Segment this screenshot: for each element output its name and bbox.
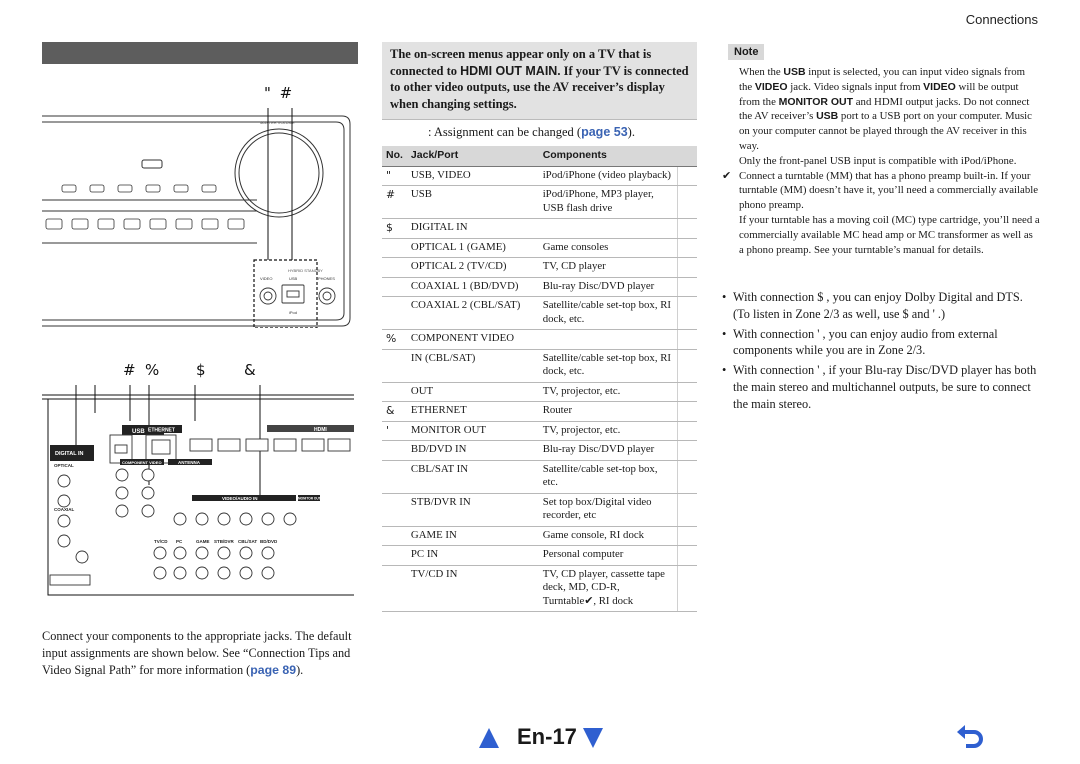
note-text: input is selected, you can input video signals from the: [739, 66, 1026, 93]
table-pad-cell: [677, 219, 697, 239]
rear-cblsat-label: CBL/SAT: [238, 539, 258, 544]
jack-port-cell: PC IN: [407, 546, 539, 566]
rear-video-audio-in-label: VIDEO/AUDIO IN: [222, 496, 258, 501]
rear-callout-2: %: [145, 361, 162, 379]
callout-hdmi: HDMI OUT MAIN: [460, 63, 558, 78]
row-number: [382, 526, 407, 546]
note-badge: Note: [728, 44, 764, 60]
rear-stbdvr-label: STB/DVR: [214, 539, 234, 544]
hybrid-standby-label: HYBRID STANDBY: [288, 268, 323, 273]
jack-port-cell: COAXIAL 1 (BD/DVD): [407, 277, 539, 297]
note-text: When the: [739, 66, 784, 78]
components-cell: iPod/iPhone, MP3 player, USB flash drive: [539, 186, 678, 219]
return-icon[interactable]: [956, 722, 984, 750]
jack-assignment-table: [382, 146, 697, 612]
jack-port-cell: STB/DVR IN: [407, 493, 539, 526]
front-usb-label: USB: [289, 276, 298, 281]
note-mc-cartridge: If your turntable has a moving coil (MC) type cartridge, you’ll need a commercially available MC head amp or MC transformer as well as a phono preamp. See your turntable’s manual for details.: [739, 213, 1040, 256]
front-panel-diagram: [42, 108, 352, 328]
table-row: [382, 258, 697, 278]
note-text: will be output from the: [739, 80, 1019, 108]
jack-port-cell: DIGITAL IN: [407, 219, 539, 239]
note-turntable: [722, 169, 1040, 213]
row-number: [382, 565, 407, 612]
table-pad-cell: [677, 526, 697, 546]
note-ipod-compat: Only the front-panel USB input is compatible with iPod/iPhone.: [739, 154, 1017, 167]
next-page-arrow-icon[interactable]: [582, 727, 604, 749]
front-panel-callouts: " #: [264, 84, 295, 102]
table-row: [382, 297, 697, 330]
assignment-text: : Assignment can be changed (: [428, 125, 582, 139]
col-no-header: No.: [382, 146, 407, 166]
table-pad-cell: [677, 546, 697, 566]
table-pad-cell: [677, 297, 697, 330]
row-number: [382, 349, 407, 382]
table-row: [382, 349, 697, 382]
row-number: %: [382, 330, 407, 350]
table-pad-cell: [677, 402, 697, 422]
table-header-row: [382, 146, 697, 166]
page-number: En-17: [517, 724, 577, 749]
intro-tail: ).: [296, 663, 304, 677]
components-cell: iPod/iPhone (video playback): [539, 166, 678, 186]
rear-tvcd-label: TV/CD: [154, 539, 168, 544]
components-cell: [539, 219, 678, 239]
bullet-item: • With connection ' , if your Blu-ray Disc/DVD player has both the main stereo and multichannel outputs, be sure to connect the main stereo.: [722, 363, 1037, 411]
bullet-text: With connection ' , if your Blu-ray Disc/DVD player has both the main stereo and multichannel outputs, be sure to connect the main stereo.: [733, 363, 1037, 411]
assignment-page-link[interactable]: page 53: [581, 125, 628, 139]
table-row: [382, 238, 697, 258]
table-row: [382, 186, 697, 219]
checkmark-icon: ✔: [722, 168, 732, 182]
table-pad-cell: [677, 277, 697, 297]
row-number: $: [382, 219, 407, 239]
note-text: and HDMI output jacks. Do not connect the AV receiver’s: [739, 95, 1030, 123]
table-pad-cell: [677, 382, 697, 402]
row-number: &: [382, 402, 407, 422]
jack-port-cell: COAXIAL 2 (CBL/SAT): [407, 297, 539, 330]
row-number: ': [382, 421, 407, 441]
front-video-label: VIDEO: [260, 276, 273, 281]
table-pad-cell: [677, 441, 697, 461]
components-cell: Satellite/cable set-top box, RI dock, etc.: [539, 297, 678, 330]
rear-callout-4: &: [244, 361, 258, 379]
components-cell: Router: [539, 402, 678, 422]
table-row: [382, 460, 697, 493]
table-row: [382, 219, 697, 239]
jack-port-cell: USB: [407, 186, 539, 219]
row-number: [382, 277, 407, 297]
intro-page-link[interactable]: page 89: [250, 663, 297, 677]
components-cell: TV, CD player: [539, 258, 678, 278]
table-pad-cell: [677, 166, 697, 186]
table-pad-cell: [677, 493, 697, 526]
note-video: VIDEO: [754, 80, 788, 93]
rear-antenna-label: ANTENNA: [178, 460, 200, 465]
table-pad-cell: [677, 460, 697, 493]
jack-port-cell: OPTICAL 2 (TV/CD): [407, 258, 539, 278]
rear-panel-diagram: [42, 385, 354, 601]
note-usb-video: [722, 65, 1040, 154]
components-cell: Blu-ray Disc/DVD player: [539, 441, 678, 461]
section-title: Connections: [965, 12, 1038, 27]
table-pad-cell: [677, 565, 697, 612]
jack-port-cell: GAME IN: [407, 526, 539, 546]
table-row: [382, 441, 697, 461]
front-phones-label: PHONES: [318, 276, 335, 281]
bullet-item: • With connection $ , you can enjoy Dolby Digital and DTS. (To listen in Zone 2/3 as well, use $ and ' .): [722, 290, 1023, 321]
table-pad-cell: [677, 421, 697, 441]
row-number: #: [382, 186, 407, 219]
table-row: [382, 166, 697, 186]
table-pad-cell: [677, 238, 697, 258]
jack-port-cell: MONITOR OUT: [407, 421, 539, 441]
bullet-item: • With connection ' , you can enjoy audio from external components while you are in Zone 2/3.: [722, 326, 998, 358]
components-cell: Personal computer: [539, 546, 678, 566]
rear-monitor-out-label: MONITOR OUT: [298, 496, 321, 501]
jack-port-cell: CBL/SAT IN: [407, 460, 539, 493]
rear-callout-1: #: [123, 361, 138, 379]
rear-hdmi-label: HDMI: [314, 427, 327, 433]
table-pad-cell: [677, 330, 697, 350]
callout-text-2: . If your TV is connected to other video outputs, use the AV receiver’s display when changing settings.: [390, 63, 689, 111]
rear-component-label: COMPONENT VIDEO: [122, 460, 162, 465]
jack-port-cell: OUT: [407, 382, 539, 402]
components-cell: TV, projector, etc.: [539, 421, 678, 441]
row-number: [382, 546, 407, 566]
row-number: [382, 258, 407, 278]
row-number: [382, 297, 407, 330]
table-pad-cell: [677, 258, 697, 278]
bullet-text: With connection ' , you can enjoy audio from external components while you are in Zone 2/3.: [733, 326, 998, 358]
components-cell: TV, projector, etc.: [539, 382, 678, 402]
rear-game-label: GAME: [196, 539, 210, 544]
jack-port-cell: IN (CBL/SAT): [407, 349, 539, 382]
note-monitor-out: MONITOR OUT: [778, 95, 854, 108]
rear-usb-label: USB: [132, 429, 145, 435]
note-text: Connect a turntable (MM) that has a phono preamp built-in. If your turntable (MM) doesn’t have it, you’ll need a commercially available phono preamp.: [739, 169, 1039, 212]
table-row: [382, 330, 697, 350]
master-volume-label: MASTER VOLUME: [260, 120, 295, 125]
col-pad-header: [677, 146, 697, 166]
row-number: [382, 382, 407, 402]
table-pad-cell: [677, 349, 697, 382]
rear-digital-in-label: DIGITAL IN: [55, 451, 84, 457]
table-row: [382, 382, 697, 402]
components-cell: Blu-ray Disc/DVD player: [539, 277, 678, 297]
note-usb: USB: [783, 66, 806, 78]
note-section: [722, 65, 1040, 257]
components-cell: Game console, RI dock: [539, 526, 678, 546]
connection-bullets: [722, 289, 1040, 416]
jack-port-cell: OPTICAL 1 (GAME): [407, 238, 539, 258]
jack-port-cell: COMPONENT VIDEO: [407, 330, 539, 350]
rear-pc-label: PC: [176, 539, 183, 544]
table-row: [382, 526, 697, 546]
table-row: [382, 277, 697, 297]
table-pad-cell: [677, 186, 697, 219]
note-text: jack. Video signals input from: [787, 80, 924, 93]
components-cell: Set top box/Digital video recorder, etc: [539, 493, 678, 526]
assignment-tail: ).: [627, 125, 635, 139]
table-row: [382, 546, 697, 566]
rear-bddvd-label: BD/DVD: [260, 539, 278, 544]
row-number: [382, 493, 407, 526]
jack-port-cell: USB, VIDEO: [407, 166, 539, 186]
row-number: ": [382, 166, 407, 186]
components-cell: [539, 330, 678, 350]
jack-port-cell: TV/CD IN: [407, 565, 539, 612]
col-jack-header: Jack/Port: [407, 146, 539, 166]
callout-text-1: The on-screen menus appear only on a TV that is connected to: [390, 47, 652, 78]
assignment-note: [428, 125, 635, 140]
table-row: [382, 493, 697, 526]
rear-ethernet-label: ETHERNET: [148, 427, 175, 434]
section-header-bar: [42, 42, 358, 64]
rear-coaxial-label: COAXIAL: [54, 507, 75, 512]
row-number: [382, 441, 407, 461]
components-cell: Game consoles: [539, 238, 678, 258]
components-cell: Satellite/cable set-top box, RI dock, etc.: [539, 349, 678, 382]
intro-paragraph: [42, 628, 352, 679]
row-number: [382, 460, 407, 493]
table-body: [382, 166, 697, 612]
jack-port-cell: BD/DVD IN: [407, 441, 539, 461]
components-cell: Satellite/cable set-top box, etc.: [539, 460, 678, 493]
table-row: [382, 402, 697, 422]
note-usb: USB: [816, 110, 839, 123]
note-text: port to a USB port on your computer. Music on your computer cannot be played through the AV receiver in this way.: [739, 110, 1032, 152]
rear-optical-label: OPTICAL: [54, 463, 74, 468]
note-video: VIDEO: [923, 80, 956, 93]
bullet-text: With connection $ , you can enjoy Dolby Digital and DTS. (To listen in Zone 2/3 as well, use $ and ' .): [733, 290, 1023, 321]
intro-text: Connect your components to the appropriate jacks. The default input assignments are shown below. See “Connection Tips and Video Signal Path” for more information (: [42, 629, 352, 677]
components-cell: TV, CD player, cassette tape deck, MD, CD-R, Turntable✔, RI dock: [539, 565, 678, 612]
table-row: [382, 565, 697, 612]
previous-page-arrow-icon[interactable]: [478, 727, 500, 749]
row-number: [382, 238, 407, 258]
col-components-header: Components: [539, 146, 678, 166]
tv-menu-callout: [382, 42, 697, 120]
jack-port-cell: ETHERNET: [407, 402, 539, 422]
table-row: [382, 421, 697, 441]
front-ipod-label: iPod: [289, 310, 298, 315]
rear-callout-3: $: [196, 361, 208, 379]
